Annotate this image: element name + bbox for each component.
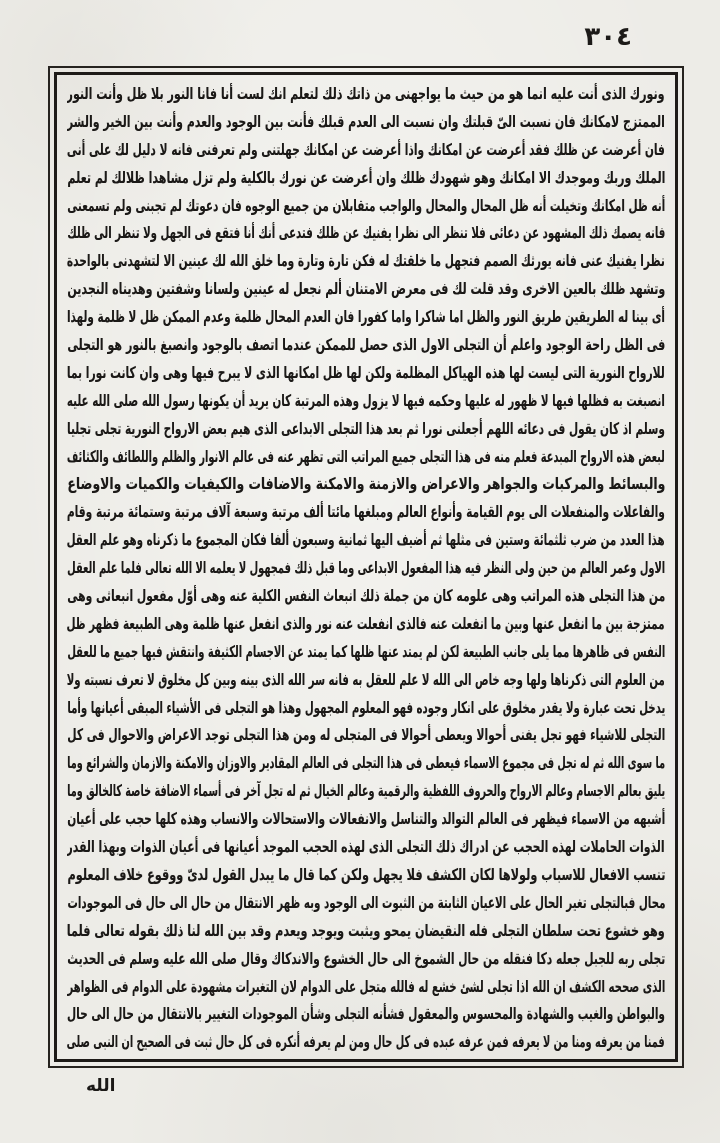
catchword: الله — [86, 1076, 116, 1096]
text-line — [67, 136, 665, 164]
text-line — [67, 582, 665, 610]
text-line-content: فان أعرضت عن ظلك فقد أعرضت عن امكانك واذا أعرضت عن امكانك جهلتنى ولم تعرفنى فانه لا دليل لك على أنى — [67, 139, 665, 159]
text-line — [67, 1000, 665, 1028]
text-line — [67, 359, 665, 387]
text-line — [67, 889, 665, 917]
text-line-content: يليق بعالم الاجسام وعالم الارواح والحروف اللفظية والرقمية وعالم الخيال ثم له تجل آخر فى أسماء الاضافة خاصة كالخالق وما — [67, 781, 665, 801]
text-line-content: ونورك الذى أنت عليه انما هو من حيث ما يواجهنى من ذاتك ذلك لتعلم انك لست أنا فانا النور بلا ظل وأنت النور — [67, 84, 665, 103]
text-line — [67, 610, 665, 638]
text-line-content: فانه يصمك ذلك المشهود عن دعائى فلا تنظر الى نظرا يفنيك عن ظلك فتدعى أنك أنا فتقع فى الجهل ولا تنظر الى ظلك — [67, 223, 665, 243]
text-line-content: للارواح النورية التى ليست لها هذه الهياكل المظلمة ولكن لها ظل امكانها الذى لا يبرح فيها وهى وان كانت نورا بما — [67, 362, 665, 382]
text-line-content: والبسائط والمركبات والجواهر والاعراض والازمنة والامكنة والاضافات والكيفيات والكميات والاوضاع — [67, 474, 665, 494]
text-line — [67, 861, 665, 889]
text-line — [67, 498, 665, 526]
text-line-content: الممتزج لامكانك فان نسبت الىّ قبلتك وان نسبت الى العدم قبلك فأنت بين الوجود والعدم وأنت بين الخير والشر — [67, 111, 665, 131]
text-line-content: أشبهه من الاسماء فيظهر فى العالم التوالد والتناسل والانفعالات والاستحالات والانساب وهذه كلها حجب على أعيان — [67, 809, 665, 829]
text-line — [67, 303, 665, 331]
text-line-content: وسلم اذ كان يقول فى دعائه اللهم أجعلنى نورا ثم بعد هذا التجلى الابداعى الذى هيم بعض الارواح النورية تجلى تجليا — [67, 418, 665, 438]
text-frame-inner-border — [54, 72, 678, 1062]
text-line-content: انصبغت به فظلها فيها لا ظهور له عليها وحكمه فيها لا يزول وهذه المرتبة كان يريد أن يكونها رسول الله صلى الله عليه — [67, 390, 665, 410]
text-line-content: فى الظل راحة الوجود واعلم أن التجلى الاول الذى حصل للممكن عندما اتصف بالوجود وانصبغ بالنور هو التجلى — [67, 335, 665, 355]
text-line — [67, 387, 665, 415]
text-line — [67, 415, 665, 443]
text-line — [67, 554, 665, 582]
text-line-content: الملك وربك وموجدك الا امكانك وهو شهودك ظلك وان أعرضت عن نورك بالكلية ولم تزل مشاهدا ظلالك لم تعلم — [67, 167, 665, 187]
text-frame-outer-border — [48, 66, 684, 1068]
text-line-content: من العلوم التى ذكرناها ولها وجه خاص الى الله لا علم للعقل به فانه سر الله الذى بينه وبين كل مخلوق لا تعرف نسبته ولا — [67, 669, 665, 689]
text-line-content: محال فبالتجلى تغير الحال على الاعيان الثابتة من الثبوت الى الوجود وبه ظهر الانتقال من حال الى حال فى الموجودات — [67, 892, 665, 912]
text-line-content: من هذا التجلى هذه المراتب وهى علومه كان من جملة ذلك انبعاث النفس الكلية عنه وهى أوّل مفعول انبعاثى وهى — [67, 586, 665, 606]
text-line — [67, 192, 665, 220]
text-line-content: التجلى للاشياء فهو تجل يفنى أحوالا ويعطى أحوالا فى المتجلى له ومن هذا التجلى توجد الاعراض والاحوال فى كل — [67, 725, 665, 745]
text-line-content: والبواطن والغيب والشهادة والمحسوس والمعقول فشأنه التجلى وشأن الموجودات التغيير بالانتقال من حال الى حال — [67, 1004, 665, 1024]
text-line — [67, 973, 665, 1001]
text-line-content: يدخل تحت عبارة ولا يقدر مخلوق على انكار وجوده فهو المعلوم المجهول وهذا هو التجلى فى الأشياء المبقى أعيانها وأما — [67, 697, 665, 717]
text-line — [67, 666, 665, 694]
text-line — [67, 247, 665, 275]
text-line — [67, 749, 665, 777]
text-line-content: نظرا يفنيك عنى فانه يورثك الصمم فتجهل ما خلقتك له فكن تارة وتارة وما خلق الله لك عينين الا لتشهدنى بالواحدة — [67, 251, 665, 271]
text-line-content: والفاعلات والمنفعلات الى يوم القيامة وأنواع العالم ومبلغها مائتا ألف مرتبة وسبعة آلاف مرتبة وستمائة مرتبة وقام — [67, 502, 665, 522]
text-line-content: تنسب الافعال للاسباب ولولاها لكان الكشف فلا يجهل ولكن كما قال ما يبدل القول لدىّ ووقوع خلاف المعلوم — [67, 864, 665, 884]
text-line — [67, 721, 665, 749]
text-line-content: الذوات الحاملات لهذه الحجب عن ادراك ذلك التجلى الذى لهذه الحجب الموجد أعيانها فى أعيان الذوات وبهذا القدر — [67, 837, 665, 857]
text-line-content: لبعض هذه الارواح المبدعة فعلم منه فى هذا التجلى جميع المراتب التى تظهر عنه فى عالم الانوار والظلم واللطائف والكثائف — [67, 446, 665, 466]
text-line — [67, 164, 665, 192]
text-line — [67, 1028, 665, 1056]
text-line — [67, 219, 665, 247]
text-line — [67, 777, 665, 805]
text-line-content: الذى صححه الكشف ان الله اذا تجلى لشئ خشع له فالله متجل على الدوام لان التغيرات مشهودة على الدوام فى الظواهر — [67, 976, 665, 996]
text-line-content: النفس فى ظاهرها مما يلى جانب الطبيعة لكن لم يمتد عنها ظلها كما يمتد عن الاجسام الكثيفة وانتقش فيها جميع ما للعقل — [67, 641, 665, 661]
text-block — [67, 80, 665, 1055]
text-line — [67, 80, 665, 108]
text-line-content: ممتزجة بين ما انفعل عنها وبين ما انفعلت عنه فالذى انفعلت عنه نور والذى انفعل عنها ظلمة وهى الطبيعة فظهر ظل — [67, 613, 665, 633]
text-line — [67, 805, 665, 833]
page-number: ٣٠٤ — [584, 22, 632, 52]
text-line — [67, 275, 665, 303]
text-line-content: هذا العدد من ضرب ثلثمائة وستين فى مثلها ثم أضيف اليها ثمانية وسبعون ألفا فكان المجموع ما ذكرناه وهو علم العقل — [67, 530, 665, 550]
text-line-content: أى بينا له الطريقين طريق النور والظل اما شاكرا واما كفورا فان العدم المحال ظلمة وعدم الممكن ظل لا ظلمة ولهذا — [67, 307, 665, 327]
text-line — [67, 833, 665, 861]
text-line — [67, 526, 665, 554]
text-line-content: أنه ظل امكانك وتخيلت أنه ظل المحال والمحال والواجب متقابلان من جميع الوجوه فان دعوتك لم تجبنى ولم تسمعنى — [67, 195, 665, 215]
text-line — [67, 470, 665, 498]
text-line-content: تجلى ربه للجبل جعله دكا فنقله من حال الشموخ الى حال الخشوع والاندكاك وقال صلى الله عليه وسلم فى الحديث — [67, 948, 665, 968]
text-line-content: فمنا من يعرفه ومنا من لا يعرفه فمن عرفه عبده فى كل حال ومن لم يعرفه أنكره فى كل حال ثبت فى الصحيح ان النبى صلى — [67, 1032, 665, 1052]
text-line — [67, 694, 665, 722]
text-line — [67, 108, 665, 136]
text-line — [67, 331, 665, 359]
text-line — [67, 945, 665, 973]
text-line-content: الاول وعمر العالم من حين ولى النظر فيه هذا المفعول الابداعى وما قبل ذلك فمجهول لا يعلمه الا الله تعالى فلما علم العقل — [67, 558, 665, 578]
text-line-content: ما سوى الله ثم له تجل فى مجموع الاسماء فيعطى فى هذا التجلى فى العالم المقادير والاوزان والامكنة والازمان والشرائع وما — [67, 753, 665, 773]
text-line — [67, 443, 665, 471]
text-line — [67, 917, 665, 945]
text-line-content: وهو خشوع تحت سلطان التجلى فله النقيضان يمحو ويثبت ويوجد ويعدم وقد بين الله لنا ذلك بقوله تعالى فلما — [67, 920, 665, 940]
text-line — [67, 638, 665, 666]
text-line-content: وتشهد ظلك بالعين الاخرى وقد قلت لك فى معرض الامتنان ألم نجعل له عينين ولسانا وشفتين وهديناه النجدين — [67, 279, 665, 299]
